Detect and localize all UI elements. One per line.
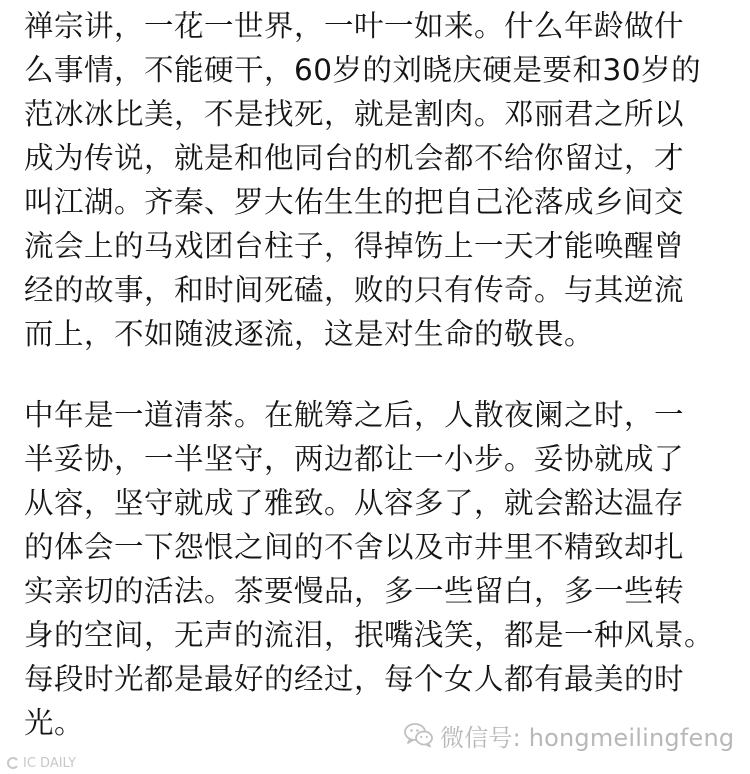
wechat-watermark — [404, 720, 734, 750]
text-line: 而上，不如随波逐流，这是对生命的敬畏。 — [24, 317, 595, 351]
paragraph-spacer — [24, 356, 744, 393]
logo-icon — [6, 756, 20, 770]
text-line: 每段时光都是最好的经过，每个女人都有最美的时 — [24, 662, 685, 696]
source-corner-mark — [6, 752, 76, 774]
paragraph-1 — [24, 4, 744, 356]
text-line: 成为传说，就是和他同台的机会都不给你留过，才 — [24, 141, 685, 175]
corner-mark-text: IC DAILY — [23, 755, 77, 771]
text-line: 中年是一道清茶。在觥筹之后，人散夜阑之时，一 — [24, 398, 685, 432]
text-line: 流会上的马戏团台柱子，得掉饬上一天才能唤醒曾 — [24, 229, 685, 263]
text-line: 经的故事，和时间死磕，败的只有传奇。与其逆流 — [24, 273, 685, 307]
paragraph-2 — [24, 393, 744, 745]
article-body — [24, 4, 744, 745]
text-line: 的体会一下怨恨之间的不舍以及市井里不精致却扎 — [24, 530, 685, 564]
text-line: 半妥协，一半坚守，两边都让一小步。妥协就成了 — [24, 442, 685, 476]
watermark-text: 微信号: hongmeilingfeng — [440, 723, 735, 752]
text-line: 从容，坚守就成了雅致。从容多了，就会豁达温存 — [24, 486, 685, 520]
text-line: 么事情，不能硬干，60岁的刘晓庆硬是要和30岁的 — [24, 53, 702, 87]
text-line: 范冰冰比美，不是找死，就是割肉。邓丽君之所以 — [24, 97, 685, 131]
text-line: 禅宗讲，一花一世界，一叶一如来。什么年龄做什 — [24, 9, 685, 43]
wechat-icon — [404, 722, 434, 748]
text-line: 光。 — [24, 706, 85, 740]
text-line: 叫江湖。齐秦、罗大佑生生的把自己沦落成乡间交 — [24, 185, 685, 219]
text-line: 身的空间，无声的流泪，抿嘴浅笑，都是一种风景。 — [24, 618, 715, 652]
text-line: 实亲切的活法。茶要慢品，多一些留白，多一些转 — [24, 574, 685, 608]
